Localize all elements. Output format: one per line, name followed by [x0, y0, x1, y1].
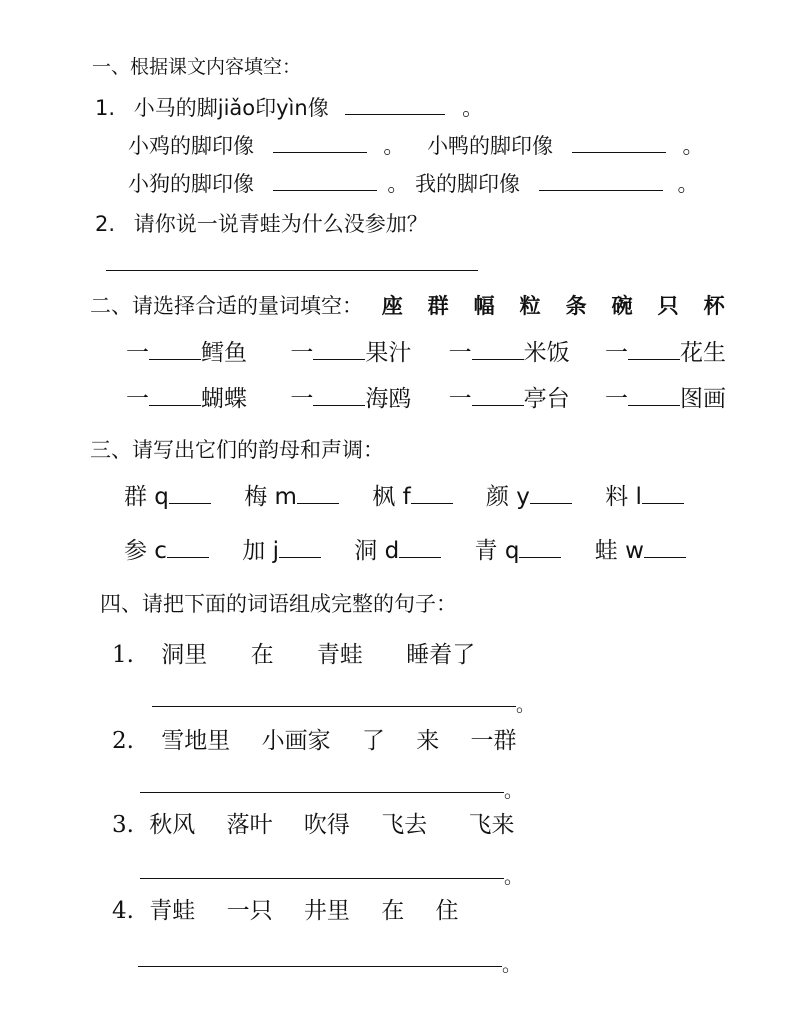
- q1-text-d: 小狗的脚印像: [128, 172, 254, 196]
- word-chip: 青蛙: [316, 642, 363, 668]
- q1-text-a: 小马的脚jiǎo印yìn像: [133, 96, 329, 120]
- q1-number: 1.: [95, 96, 116, 120]
- word-chip: 住: [435, 898, 459, 924]
- word-chip: 洞里: [161, 642, 208, 668]
- pinyin-item: 颜 y: [486, 478, 572, 511]
- measure-blank[interactable]: [313, 338, 365, 360]
- pinyin-blank[interactable]: [169, 482, 211, 504]
- pinyin-item: 加 j: [242, 532, 321, 565]
- sentence-end-mark: 。: [504, 866, 524, 888]
- q1-text-c: 小鸭的脚印像: [427, 134, 554, 158]
- pinyin-blank[interactable]: [519, 536, 561, 558]
- word-chip: 青蛙: [149, 898, 196, 924]
- pinyin-blank[interactable]: [279, 536, 321, 558]
- section2-title: 二、请选择合适的量词填空：: [90, 294, 363, 318]
- word-chip: 在: [381, 898, 405, 924]
- word-chip: 落叶: [226, 812, 273, 838]
- section3-row2: [124, 532, 686, 565]
- q1-period-a: 。: [462, 96, 484, 120]
- pinyin-blank[interactable]: [399, 536, 441, 558]
- word-chip: 吹得: [303, 812, 350, 838]
- word-chip: 在: [250, 642, 274, 668]
- measure-word-list: 座 群 幅 粒 条 碗 只 杯: [381, 294, 727, 318]
- measure-blank[interactable]: [313, 384, 365, 406]
- sentence-end-mark: 。: [516, 694, 536, 716]
- pinyin-item: 参 c: [124, 532, 209, 565]
- q2-answer-line[interactable]: [106, 270, 478, 271]
- section2-header: [90, 290, 727, 320]
- q1-text-e: 我的脚印像: [415, 172, 521, 196]
- measure-item: 一 鳕鱼: [126, 340, 247, 366]
- word-chip: 雪地里: [161, 728, 231, 754]
- pinyin-blank[interactable]: [530, 482, 572, 504]
- measure-blank[interactable]: [472, 338, 524, 360]
- q1-period-c: 。: [682, 134, 704, 158]
- pinyin-item: 群 q: [124, 478, 211, 511]
- word-chip: 飞来: [468, 812, 515, 838]
- pinyin-blank[interactable]: [642, 482, 684, 504]
- section3-row1: [124, 478, 684, 511]
- measure-item: 一 花生: [604, 340, 726, 366]
- pinyin-blank[interactable]: [644, 536, 686, 558]
- word-chip: 睡着了: [406, 642, 476, 668]
- q1-blank-c[interactable]: [572, 133, 666, 153]
- q1-period-e: 。: [677, 172, 699, 196]
- q1-blank-b[interactable]: [273, 133, 367, 153]
- word-chip: 一只: [226, 898, 273, 924]
- pinyin-item: 梅 m: [244, 478, 339, 511]
- word-chip: 了: [361, 728, 385, 754]
- measure-blank[interactable]: [472, 384, 524, 406]
- section1-q1-line3: [128, 168, 698, 198]
- sentence-number: 3.: [112, 812, 134, 838]
- word-chip: 井里: [303, 898, 350, 924]
- sentence-end-mark: 。: [504, 780, 524, 802]
- measure-item: 一 图画: [604, 386, 726, 412]
- word-chip: 一群: [470, 728, 517, 754]
- measure-item: 一 蝴蝶: [126, 386, 247, 412]
- pinyin-blank[interactable]: [167, 536, 209, 558]
- pinyin-blank[interactable]: [411, 482, 453, 504]
- word-chip: 秋风: [149, 812, 196, 838]
- pinyin-item: 枫 f: [372, 478, 452, 511]
- measure-blank[interactable]: [628, 384, 680, 406]
- q1-blank-a[interactable]: [345, 95, 445, 115]
- sentence-answer-line-1[interactable]: [152, 706, 516, 707]
- q1-text-b: 小鸡的脚印像: [128, 134, 254, 158]
- measure-blank[interactable]: [628, 338, 680, 360]
- section2-row1: [126, 334, 726, 367]
- section1-q2: [95, 208, 428, 238]
- q1-blank-d[interactable]: [273, 171, 377, 191]
- q2-text: 请你说一说青蛙为什么没参加？: [133, 212, 428, 236]
- section4-title: 四、请把下面的词语组成完整的句子：: [100, 592, 457, 616]
- sentence-number: 4.: [112, 898, 134, 924]
- q1-period-b: 。: [383, 134, 405, 158]
- q1-period-d: 。: [387, 172, 409, 196]
- measure-item: 一 亭台: [448, 386, 570, 412]
- sentence-item-3: [112, 806, 515, 839]
- sentence-item-1: [112, 636, 475, 669]
- sentence-answer-line-4[interactable]: [138, 966, 502, 967]
- sentence-item-4: [112, 892, 459, 925]
- pinyin-item: 青 q: [475, 532, 562, 565]
- section3-title: 三、请写出它们的韵母和声调：: [90, 438, 384, 462]
- pinyin-item: 洞 d: [354, 532, 441, 565]
- measure-blank[interactable]: [149, 384, 201, 406]
- section2-row2: [126, 380, 726, 413]
- sentence-answer-line-2[interactable]: [140, 792, 504, 793]
- sentence-number: 1.: [112, 642, 134, 668]
- measure-item: 一 海鸥: [290, 386, 412, 412]
- pinyin-item: 料 l: [605, 478, 684, 511]
- section1-q1-line2: [128, 130, 703, 160]
- pinyin-blank[interactable]: [297, 482, 339, 504]
- section1-q1-line1: [95, 92, 483, 122]
- q1-blank-e[interactable]: [539, 171, 663, 191]
- pinyin-item: 蛙 w: [595, 532, 686, 565]
- measure-item: 一 果汁: [290, 340, 412, 366]
- measure-blank[interactable]: [149, 338, 201, 360]
- sentence-end-mark: 。: [502, 954, 522, 976]
- q2-number: 2.: [95, 212, 116, 236]
- word-chip: 来: [416, 728, 440, 754]
- word-chip: 飞去: [381, 812, 428, 838]
- sentence-answer-line-3[interactable]: [140, 878, 504, 879]
- section1-title: 一、根据课文内容填空：: [92, 56, 302, 78]
- sentence-number: 2.: [112, 728, 134, 754]
- sentence-item-2: [112, 722, 517, 755]
- measure-item: 一 米饭: [448, 340, 570, 366]
- word-chip: 小画家: [261, 728, 331, 754]
